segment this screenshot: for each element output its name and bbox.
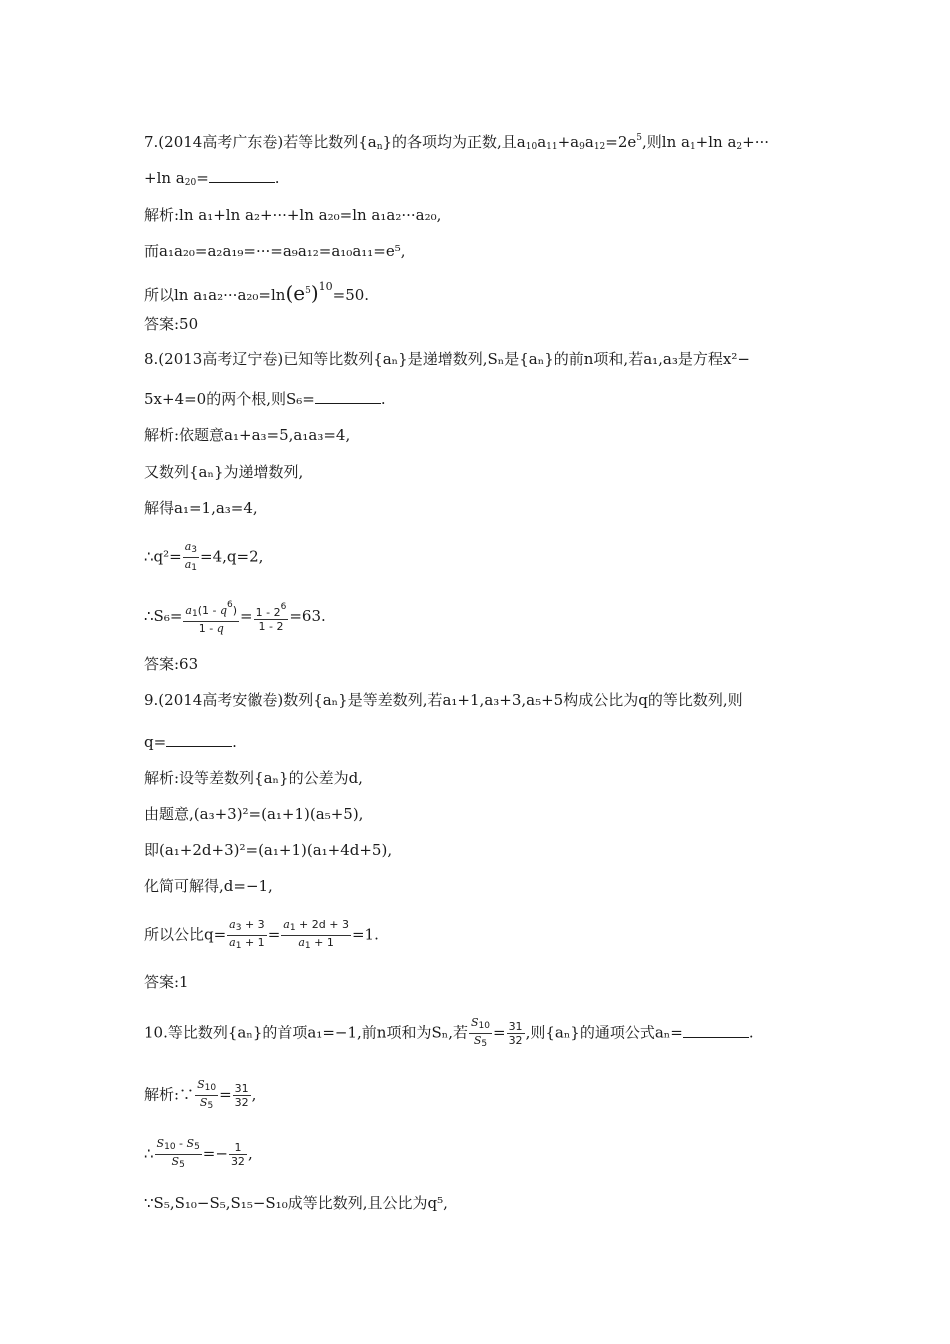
q7-solution-line2: 而a₁a₂₀=a₂a₁₉=···=a₉a₁₂=a₁₀a₁₁=e⁵,	[144, 242, 406, 260]
fraction: $\frac{1 - 2^6}{1 - 2}$	[255, 602, 287, 633]
q10-solution-line3: ∵S₅,S₁₀−S₅,S₁₅−S₁₀成等比数列,且公比为q⁵,	[144, 1194, 448, 1212]
q7-stem-line2: +ln $a_{20}=$ .	[144, 169, 280, 188]
q9-solution-line5: 所以公比q= $\frac{a_3 + 3}{a_1 + 1}$ = $\frac{a_1 + 2d + 3}{a_1 + 1}$ =1.	[144, 918, 379, 951]
q8-stem-line1: 8.(2013高考辽宁卷)已知等比数列{aₙ}是递增数列,Sₙ是{aₙ}的前n项和,若a₁,a₃是方程x²−	[144, 350, 750, 368]
fraction: $\frac{S_{10} - S_5}{S_5}$	[156, 1137, 200, 1170]
q10-stem-line1: 10.等比数列{aₙ}的首项a₁=−1,前n项和为Sₙ,若 $\frac{S_{10}}{S_5}$ = $\frac{31}{32}$ ,则{aₙ}的通项公式aₙ= .	[144, 1016, 754, 1049]
q7-solution-line3: 所以$\ln a_1a_2\cdot\cdot\cdot a_{20}=\ln(e^5)^{10}=50$.	[144, 280, 370, 305]
fraction: $\frac{a_1(1 - q^6)}{1 - q}$	[185, 600, 238, 635]
answer-blank[interactable]	[166, 732, 232, 747]
q9-solution-line3: 即(a₁+2d+3)²=(a₁+1)(a₁+4d+5),	[144, 841, 393, 859]
q8-solution-line3: 解得a₁=1,a₃=4,	[144, 499, 258, 517]
q9-solution-line1: 解析:设等差数列{aₙ}的公差为d,	[144, 769, 363, 787]
answer-blank[interactable]	[209, 168, 275, 183]
q10-solution-line2: ∴ $\frac{S_{10} - S_5}{S_5}$ =− $\frac{1}{32}$ ,	[144, 1137, 253, 1170]
fraction: $\frac{S_{10}}{S_5}$	[197, 1078, 217, 1111]
q8-solution-line2: 又数列{aₙ}为递增数列,	[144, 463, 304, 481]
q8-stem-line2: 5x+4=0的两个根,则S₆= .	[144, 390, 386, 408]
q7-answer: 答案:50	[144, 315, 199, 333]
answer-blank[interactable]	[315, 389, 381, 404]
q8-solution-line4: ∴q²= $\frac{a_3}{a_1}$ =4,q=2,	[144, 540, 264, 573]
q10-solution-line1: 解析:∵ $\frac{S_{10}}{S_5}$ = $\frac{31}{32}$ ,	[144, 1078, 257, 1111]
fraction: $\frac{a_1 + 2d + 3}{a_1 + 1}$	[283, 918, 349, 951]
q7-stem-line1: 7.(2014高考广东卷)若等比数列$\{a_n\}$的各项均为正数,且$a_{10}a_{11}+a_9a_{12}=2e^5$,则$\ln a_1+\ln$ $a_2+\cdot\cdot\cdot$	[144, 133, 770, 152]
q9-answer: 答案:1	[144, 973, 189, 991]
fraction: $\frac{31}{32}$	[234, 1082, 249, 1109]
q7-solution-line1: 解析:ln a₁+ln a₂+···+ln a₂₀=ln a₁a₂···a₂₀,	[144, 206, 442, 224]
q8-solution-line1: 解析:依题意a₁+a₃=5,a₁a₃=4,	[144, 426, 351, 444]
fraction: $\frac{31}{32}$	[508, 1020, 523, 1047]
answer-blank[interactable]	[683, 1023, 749, 1038]
q9-stem-line1: 9.(2014高考安徽卷)数列{aₙ}是等差数列,若a₁+1,a₃+3,a₅+5构成公比为q的等比数列,则	[144, 691, 743, 709]
q8-solution-line5: ∴S₆= $\frac{a_1(1 - q^6)}{1 - q}$ = $\frac{1 - 2^6}{1 - 2}$ =63.	[144, 600, 326, 635]
fraction: $\frac{1}{32}$	[230, 1141, 245, 1168]
q9-stem-line2: q= .	[144, 733, 237, 751]
fraction: $\frac{S_{10}}{S_5}$	[470, 1016, 490, 1049]
fraction: $\frac{a_3}{a_1}$	[184, 540, 198, 573]
q9-solution-line2: 由题意,(a₃+3)²=(a₁+1)(a₅+5),	[144, 805, 364, 823]
q8-answer: 答案:63	[144, 655, 199, 673]
q9-solution-line4: 化简可解得,d=−1,	[144, 877, 273, 895]
fraction: $\frac{a_3 + 3}{a_1 + 1}$	[229, 918, 265, 951]
